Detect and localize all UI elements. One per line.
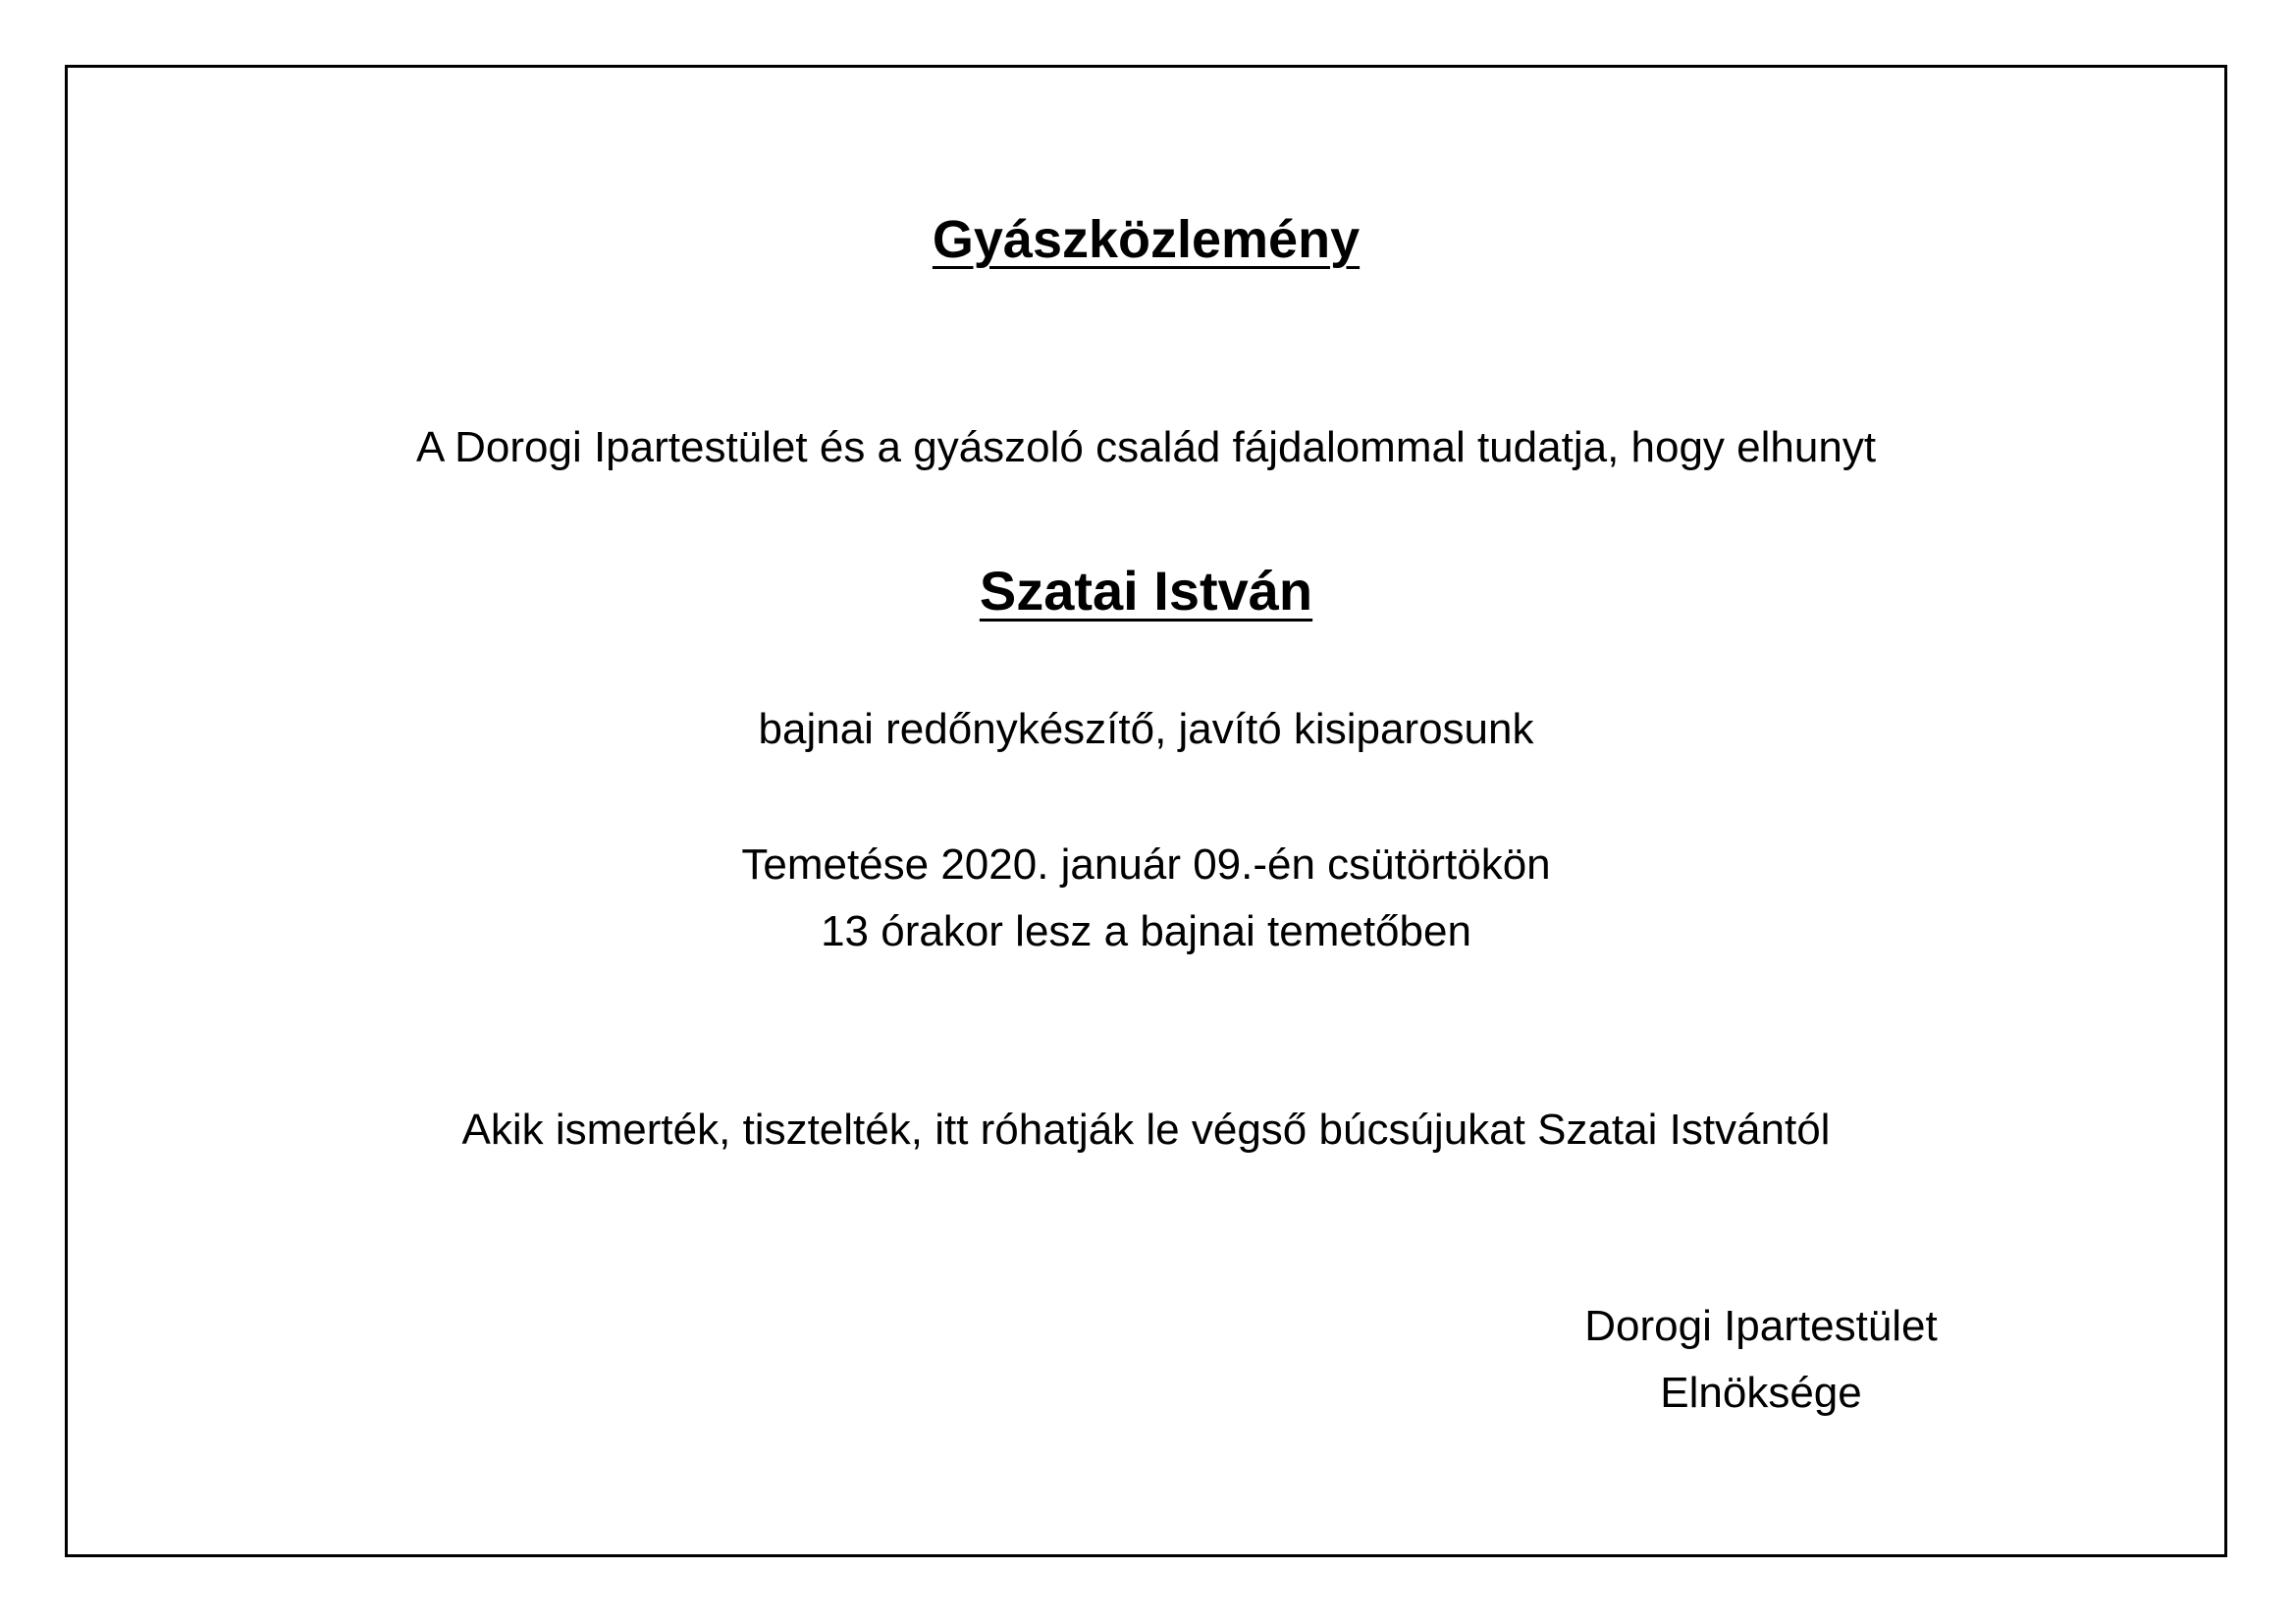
notice-title-text: Gyászközlemény <box>932 210 1361 269</box>
document-border <box>65 65 2227 1557</box>
signature-board: Elnöksége <box>1660 1369 1862 1417</box>
signature-organization: Dorogi Ipartestület <box>1584 1302 1938 1350</box>
intro-text: A Dorogi Ipartestület és a gyászoló család fájdalommal tudatja, hogy elhunyt <box>415 423 1877 471</box>
funeral-place-text: 13 órakor lesz a bajnai temetőben <box>821 907 1471 955</box>
deceased-name-text: Szatai István <box>979 560 1313 622</box>
deceased-name <box>68 560 2224 622</box>
notice-title <box>68 210 2224 269</box>
occupation-text: bajnai redőnykészítő, javító kisiparosunk <box>758 705 1534 753</box>
farewell-text: Akik ismerték, tisztelték, itt róhatják le végső búcsújukat Szatai Istvántól <box>461 1106 1831 1154</box>
funeral-date-text: Temetése 2020. január 09.-én csütörtökön <box>741 840 1551 889</box>
